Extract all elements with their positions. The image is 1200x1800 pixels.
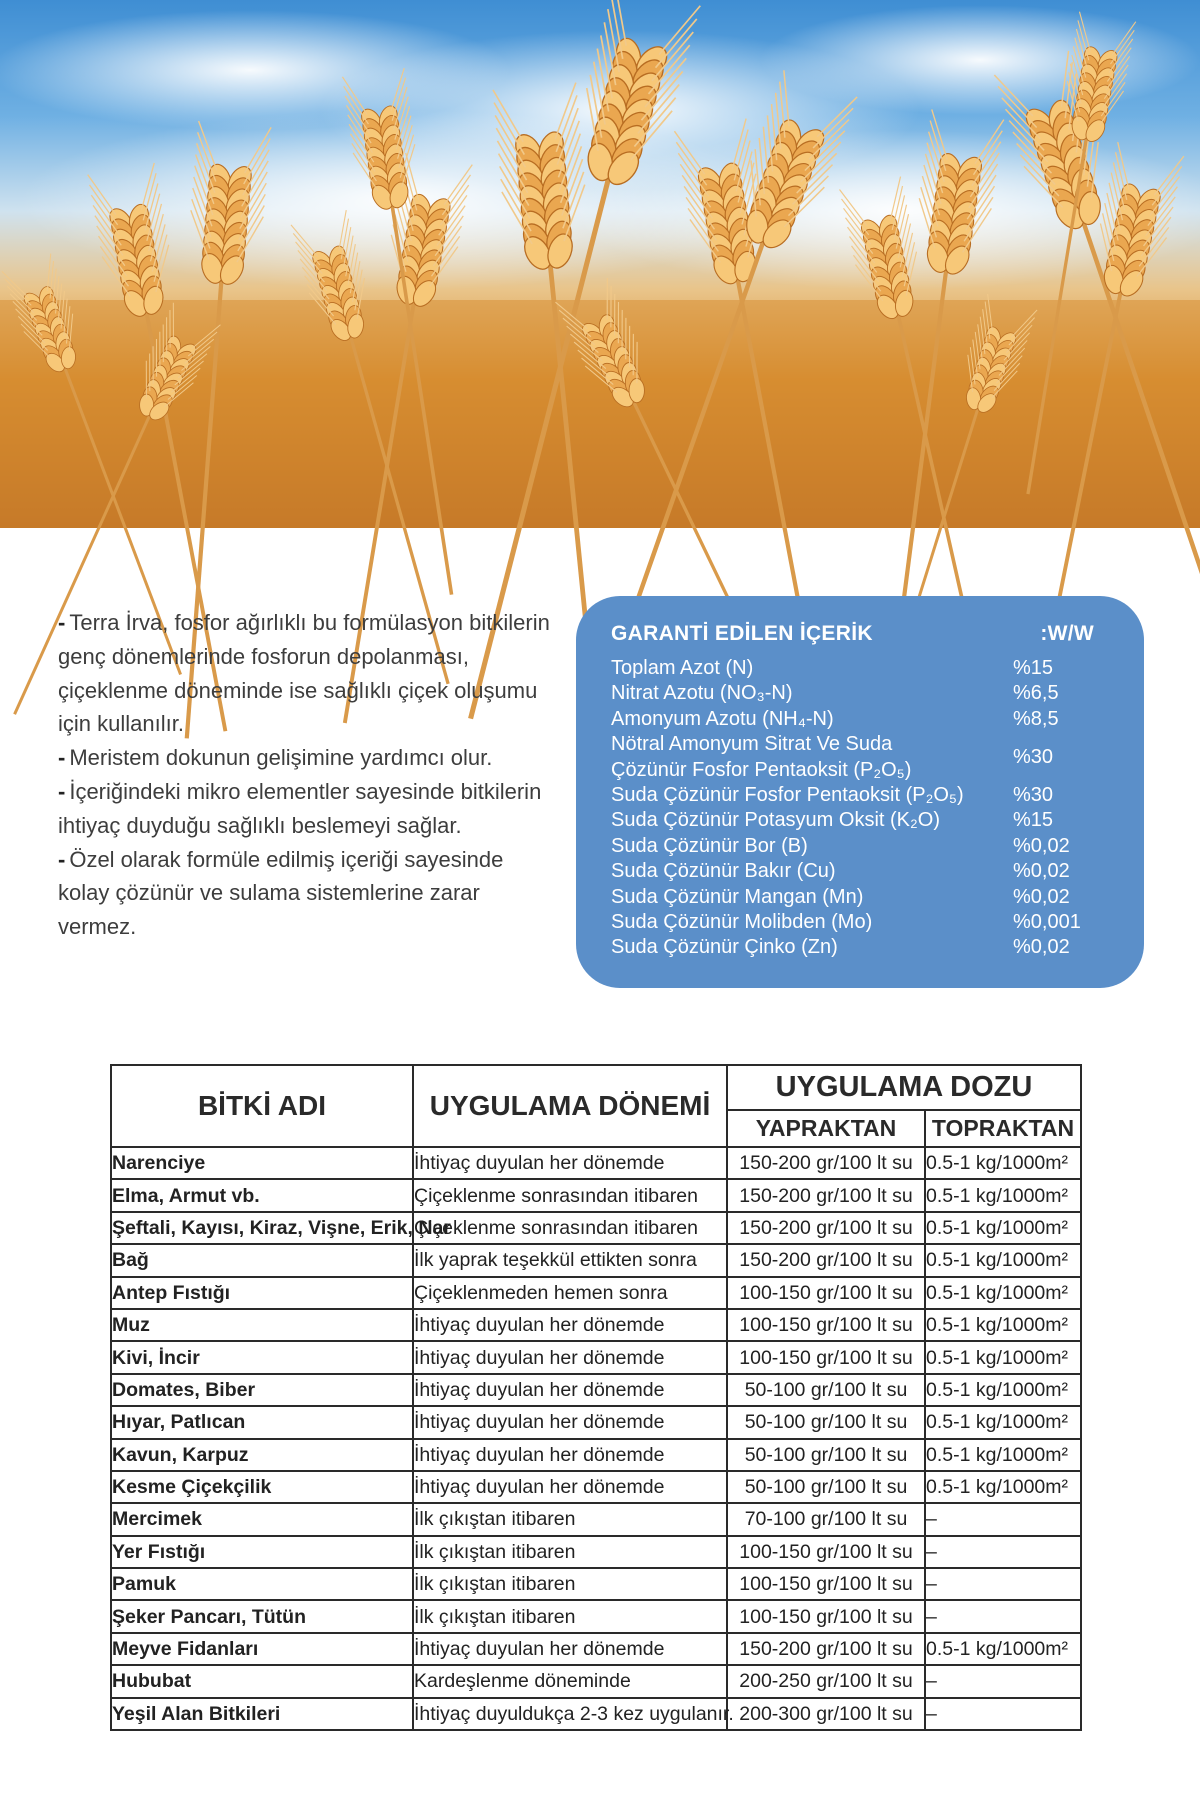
content-row (611, 808, 1124, 833)
wheat-field-illustration (0, 0, 1200, 528)
guaranteed-content-title: GARANTİ EDİLEN İÇERİK (611, 622, 873, 645)
soil-dose-cell: – (925, 1600, 1081, 1632)
content-label: Suda Çözünür Molibden (Mo) (611, 911, 873, 934)
description-item: - Terra İrva, fosfor ağırlıklı bu formülasyon bitkilerin genç dönemlerinde fosforun depolanması, çiçeklenme döneminde ise sağlıklı çiçek oluşumu için kullanılır. (58, 610, 550, 737)
soil-dose-cell: – (925, 1698, 1081, 1730)
soil-dose-cell: 0.5-1 kg/1000m² (925, 1244, 1081, 1276)
plant-name-cell: Narenciye (111, 1147, 413, 1179)
table-row (111, 1665, 1081, 1697)
content-value: %8,5 (1013, 707, 1059, 730)
plant-name-cell: Şeker Pancarı, Tütün (111, 1600, 413, 1632)
foliar-dose-cell: 50-100 gr/100 lt su (727, 1471, 925, 1503)
application-period-cell: İlk çıkıştan itibaren (413, 1568, 727, 1600)
plant-name-cell: Şeftali, Kayısı, Kiraz, Vişne, Erik, Nar (111, 1212, 413, 1244)
table-row (111, 1536, 1081, 1568)
soil-dose-cell: 0.5-1 kg/1000m² (925, 1309, 1081, 1341)
table-row (111, 1179, 1081, 1211)
plant-name-cell: Hububat (111, 1665, 413, 1697)
content-value: %15 (1013, 809, 1054, 832)
header-foliar: YAPRAKTAN (727, 1110, 925, 1147)
content-value: %0,02 (1013, 885, 1070, 908)
plant-name-cell: Kesme Çiçekçilik (111, 1471, 413, 1503)
foliar-dose-cell: 200-300 gr/100 lt su (727, 1698, 925, 1730)
foliar-dose-cell: 100-150 gr/100 lt su (727, 1536, 925, 1568)
soil-dose-cell: 0.5-1 kg/1000m² (925, 1147, 1081, 1179)
content-value: %0,02 (1013, 834, 1070, 857)
table-row (111, 1439, 1081, 1471)
soil-dose-cell: – (925, 1536, 1081, 1568)
table-row (111, 1503, 1081, 1535)
plant-name-cell: Antep Fıstığı (111, 1277, 413, 1309)
content-value: %6,5 (1013, 682, 1059, 705)
foliar-dose-cell: 100-150 gr/100 lt su (727, 1568, 925, 1600)
application-period-cell: İlk çıkıştan itibaren (413, 1536, 727, 1568)
description-item: - Özel olarak formüle edilmiş içeriği sayesinde kolay çözünür ve sulama sistemlerine zarar vermez. (58, 846, 504, 940)
soil-dose-cell: 0.5-1 kg/1000m² (925, 1439, 1081, 1471)
plant-name-cell: Muz (111, 1309, 413, 1341)
content-value: %0,001 (1013, 911, 1081, 934)
table-row (111, 1309, 1081, 1341)
content-row (611, 935, 1124, 960)
description-item: - Meristem dokunun gelişimine yardımcı olur. (58, 745, 493, 771)
foliar-dose-cell: 50-100 gr/100 lt su (727, 1374, 925, 1406)
table-row (111, 1244, 1081, 1276)
content-row (611, 656, 1124, 681)
content-row (611, 910, 1124, 935)
application-period-cell: İhtiyaç duyuldukça 2-3 kez uygulanır. (413, 1698, 727, 1730)
content-row (611, 885, 1124, 910)
plant-name-cell: Kavun, Karpuz (111, 1439, 413, 1471)
plant-name-cell: Elma, Armut vb. (111, 1179, 413, 1211)
soil-dose-cell: 0.5-1 kg/1000m² (925, 1341, 1081, 1373)
foliar-dose-cell: 100-150 gr/100 lt su (727, 1277, 925, 1309)
foliar-dose-cell: 100-150 gr/100 lt su (727, 1341, 925, 1373)
application-period-cell: İhtiyaç duyulan her dönemde (413, 1406, 727, 1438)
table-row (111, 1633, 1081, 1665)
content-row (611, 834, 1124, 859)
plant-name-cell: Pamuk (111, 1568, 413, 1600)
application-period-cell: İhtiyaç duyulan her dönemde (413, 1309, 727, 1341)
soil-dose-cell: – (925, 1503, 1081, 1535)
foliar-dose-cell: 150-200 gr/100 lt su (727, 1147, 925, 1179)
soil-dose-cell: 0.5-1 kg/1000m² (925, 1471, 1081, 1503)
soil-dose-cell: 0.5-1 kg/1000m² (925, 1633, 1081, 1665)
foliar-dose-cell: 100-150 gr/100 lt su (727, 1309, 925, 1341)
content-row (611, 707, 1124, 732)
plant-name-cell: Domates, Biber (111, 1374, 413, 1406)
table-row (111, 1406, 1081, 1438)
plant-name-cell: Yeşil Alan Bitkileri (111, 1698, 413, 1730)
content-label: Amonyum Azotu (NH₄-N) (611, 707, 834, 730)
application-period-cell: İhtiyaç duyulan her dönemde (413, 1147, 727, 1179)
dose-table-body (111, 1147, 1081, 1730)
table-row (111, 1374, 1081, 1406)
soil-dose-cell: 0.5-1 kg/1000m² (925, 1212, 1081, 1244)
soil-dose-cell: 0.5-1 kg/1000m² (925, 1406, 1081, 1438)
foliar-dose-cell: 150-200 gr/100 lt su (727, 1244, 925, 1276)
foliar-dose-cell: 50-100 gr/100 lt su (727, 1439, 925, 1471)
soil-dose-cell: 0.5-1 kg/1000m² (925, 1179, 1081, 1211)
application-period-cell: İhtiyaç duyulan her dönemde (413, 1341, 727, 1373)
table-row (111, 1568, 1081, 1600)
content-label: Suda Çözünür Potasyum Oksit (K₂O) (611, 809, 940, 832)
application-period-cell: İlk çıkıştan itibaren (413, 1503, 727, 1535)
application-dose-table (110, 1064, 1082, 1731)
application-period-cell: İhtiyaç duyulan her dönemde (413, 1633, 727, 1665)
foliar-dose-cell: 150-200 gr/100 lt su (727, 1179, 925, 1211)
soil-dose-cell: 0.5-1 kg/1000m² (925, 1374, 1081, 1406)
plant-name-cell: Kivi, İncir (111, 1341, 413, 1373)
guaranteed-content-header (611, 622, 1104, 646)
content-row (611, 681, 1124, 706)
content-row (611, 859, 1124, 884)
content-value: %0,02 (1013, 936, 1070, 959)
content-label: Nitrat Azotu (NO₃-N) (611, 682, 793, 705)
content-label: Suda Çözünür Bakır (Cu) (611, 860, 836, 883)
plant-name-cell: Mercimek (111, 1503, 413, 1535)
plant-name-cell: Yer Fıstığı (111, 1536, 413, 1568)
content-value: %30 (1013, 745, 1054, 768)
application-period-cell: İlk yaprak teşekkül ettikten sonra (413, 1244, 727, 1276)
table-row (111, 1147, 1081, 1179)
table-row (111, 1212, 1081, 1244)
content-row (611, 783, 1124, 808)
content-label: Suda Çözünür Çinko (Zn) (611, 936, 838, 959)
content-label: Suda Çözünür Bor (B) (611, 834, 808, 857)
content-label: Toplam Azot (N) (611, 657, 754, 679)
content-label-line2: Çözünür Fosfor Pentaoksit (P₂O₅) (611, 758, 912, 781)
application-period-cell: Çiçeklenme sonrasından itibaren (413, 1212, 727, 1244)
content-value: %30 (1013, 784, 1054, 807)
header-application-dose: UYGULAMA DOZU (727, 1065, 1081, 1110)
soil-dose-cell: – (925, 1665, 1081, 1697)
header-plant-name: BİTKİ ADI (111, 1065, 413, 1147)
product-description (58, 606, 558, 944)
application-period-cell: İhtiyaç duyulan her dönemde (413, 1471, 727, 1503)
content-label: Nötral Amonyum Sitrat Ve Suda (611, 733, 893, 756)
plant-name-cell: Hıyar, Patlıcan (111, 1406, 413, 1438)
soil-dose-cell: – (925, 1568, 1081, 1600)
application-period-cell: Kardeşlenme döneminde (413, 1665, 727, 1697)
table-row (111, 1471, 1081, 1503)
content-label: Suda Çözünür Mangan (Mn) (611, 885, 864, 908)
foliar-dose-cell: 150-200 gr/100 lt su (727, 1212, 925, 1244)
guaranteed-content-list (611, 656, 1124, 961)
content-value: %0,02 (1013, 860, 1070, 883)
foliar-dose-cell: 150-200 gr/100 lt su (727, 1633, 925, 1665)
plant-name-cell: Bağ (111, 1244, 413, 1276)
guaranteed-content-unit: :W/W (1040, 622, 1094, 645)
table-row (111, 1698, 1081, 1730)
plant-name-cell: Meyve Fidanları (111, 1633, 413, 1665)
content-value: %15 (1013, 657, 1054, 679)
foliar-dose-cell: 100-150 gr/100 lt su (727, 1600, 925, 1632)
foliar-dose-cell: 50-100 gr/100 lt su (727, 1406, 925, 1438)
hero-wheat-photo (0, 0, 1200, 528)
header-application-period: UYGULAMA DÖNEMİ (413, 1065, 727, 1147)
table-row (111, 1600, 1081, 1632)
application-period-cell: Çiçeklenme sonrasından itibaren (413, 1179, 727, 1211)
foliar-dose-cell: 200-250 gr/100 lt su (727, 1665, 925, 1697)
guaranteed-content-box (576, 596, 1144, 988)
foliar-dose-cell: 70-100 gr/100 lt su (727, 1503, 925, 1535)
soil-dose-cell: 0.5-1 kg/1000m² (925, 1277, 1081, 1309)
description-item: - İçeriğindeki mikro elementler sayesinde bitkilerin ihtiyaç duyduğu sağlıklı beslemeyi sağlar. (58, 778, 542, 838)
content-label: Suda Çözünür Fosfor Pentaoksit (P₂O₅) (611, 784, 964, 807)
table-row (111, 1277, 1081, 1309)
header-soil: TOPRAKTAN (925, 1110, 1081, 1147)
application-period-cell: İhtiyaç duyulan her dönemde (413, 1374, 727, 1406)
content-row (611, 732, 1124, 783)
application-period-cell: Çiçeklenmeden hemen sonra (413, 1277, 727, 1309)
application-period-cell: İhtiyaç duyulan her dönemde (413, 1439, 727, 1471)
table-row (111, 1341, 1081, 1373)
application-period-cell: İlk çıkıştan itibaren (413, 1600, 727, 1632)
